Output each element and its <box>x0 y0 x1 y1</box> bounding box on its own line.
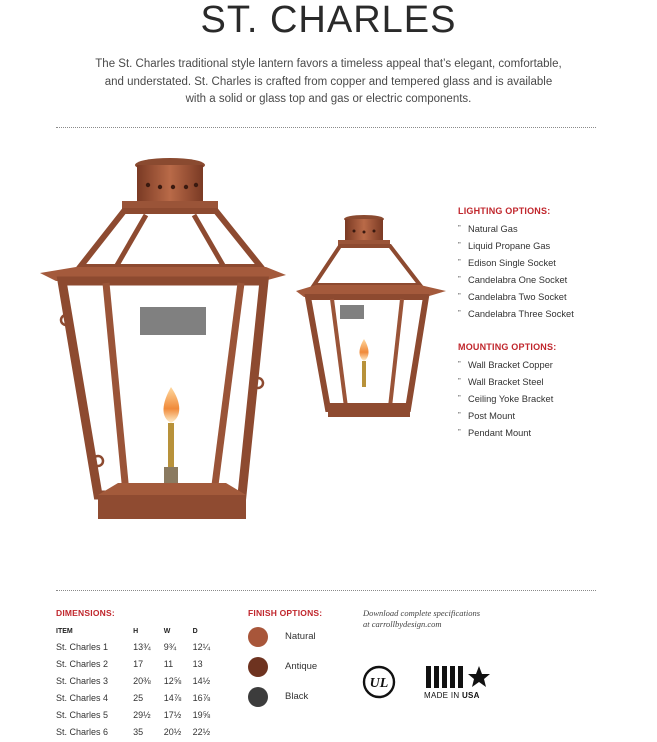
list-item: ” Post Mount <box>458 408 556 425</box>
table-row <box>56 655 216 672</box>
finish-label: Antique <box>285 661 318 672</box>
dimensions-section <box>56 608 216 740</box>
list-item: ” Candelabra Two Socket <box>458 289 574 306</box>
table-cell: 22½ <box>192 726 211 737</box>
table-cell: 19⅝ <box>192 709 211 720</box>
finish-option-black <box>248 687 348 709</box>
dimensions-table <box>56 624 216 740</box>
table-cell: St. Charles 2 <box>56 658 109 669</box>
table-cell: 14⅞ <box>163 692 182 703</box>
lantern-small-image <box>294 213 452 431</box>
table-cell: 17 <box>133 658 144 669</box>
download-note <box>363 608 480 630</box>
page-title: ST. CHARLES <box>200 0 457 41</box>
finish-swatch <box>248 657 268 677</box>
table-cell: 9¾ <box>163 641 177 652</box>
table-row <box>56 723 216 740</box>
table-cell: 12⅝ <box>163 675 182 686</box>
download-line: at carrollbydesign.com <box>363 619 442 629</box>
table-cell: St. Charles 6 <box>56 726 109 737</box>
list-item: ” Ceiling Yoke Bracket <box>458 391 556 408</box>
table-cell: 13¾ <box>133 641 151 652</box>
finish-swatch <box>248 627 268 647</box>
list-item: ” Pendant Mount <box>458 425 556 442</box>
finish-options-section <box>248 608 348 702</box>
table-cell: 20⅜ <box>133 675 151 686</box>
table-header-row <box>56 624 216 638</box>
lighting-options-list <box>458 221 574 323</box>
made-in-usa-text <box>424 691 480 700</box>
mounting-options <box>458 342 556 442</box>
column-header: W <box>163 627 171 635</box>
table-cell: 11 <box>163 658 174 669</box>
table-cell: 12¼ <box>192 641 211 652</box>
column-header: D <box>192 627 198 635</box>
table-row <box>56 672 216 689</box>
lantern-large-image <box>36 155 286 525</box>
finish-label: Black <box>285 691 309 702</box>
table-cell: St. Charles 3 <box>56 675 109 686</box>
table-cell: 29½ <box>133 709 151 720</box>
table-cell: 35 <box>133 726 144 737</box>
table-cell: 20½ <box>163 726 182 737</box>
finish-label: Natural <box>285 631 316 642</box>
intro-line: and understated. St. Charles is crafted from copper and tempered glass and is available <box>104 75 553 88</box>
list-item: ” Candelabra One Socket <box>458 272 574 289</box>
list-item: ” Wall Bracket Copper <box>458 357 556 374</box>
list-item: ” Natural Gas <box>458 221 574 238</box>
lighting-options-heading: LIGHTING OPTIONS: <box>458 206 551 216</box>
table-cell: St. Charles 1 <box>56 641 109 652</box>
section-divider <box>56 590 596 591</box>
table-row <box>56 706 216 723</box>
download-line: Download complete specifications <box>363 608 481 618</box>
intro-paragraph <box>60 56 597 109</box>
dimensions-heading: DIMENSIONS: <box>56 608 115 618</box>
table-cell: 25 <box>133 692 144 703</box>
table-row <box>56 689 216 706</box>
intro-line: The St. Charles traditional style lantern favors a timeless appeal that’s elegant, comfortable, <box>95 58 562 70</box>
section-divider <box>56 127 596 128</box>
made-in-label: MADE IN <box>424 691 460 700</box>
mounting-options-list <box>458 357 556 442</box>
intro-line: with a solid or glass top and gas or electric components. <box>185 93 472 105</box>
list-item: ” Wall Bracket Steel <box>458 374 556 391</box>
finish-option-natural <box>248 627 348 649</box>
column-header: ITEM <box>56 627 73 635</box>
ul-listed-logo <box>362 665 396 699</box>
column-header: H <box>133 627 139 635</box>
table-cell: 14½ <box>192 675 211 686</box>
ul-mark-text: UL <box>369 676 389 691</box>
list-item: ” Edison Single Socket <box>458 255 574 272</box>
table-cell: 16⅞ <box>192 692 211 703</box>
usa-label: USA <box>461 691 480 700</box>
finish-option-antique <box>248 657 348 679</box>
table-cell: 17½ <box>163 709 182 720</box>
list-item: ” Liquid Propane Gas <box>458 238 574 255</box>
table-cell: St. Charles 5 <box>56 709 109 720</box>
finish-options-heading: FINISH OPTIONS: <box>248 608 323 618</box>
list-item: ” Candelabra Three Socket <box>458 306 574 323</box>
lighting-options <box>458 206 574 323</box>
table-row <box>56 638 216 655</box>
finish-swatch <box>248 687 268 707</box>
mounting-options-heading: MOUNTING OPTIONS: <box>458 342 557 352</box>
table-cell: 13 <box>192 658 203 669</box>
table-cell: St. Charles 4 <box>56 692 109 703</box>
